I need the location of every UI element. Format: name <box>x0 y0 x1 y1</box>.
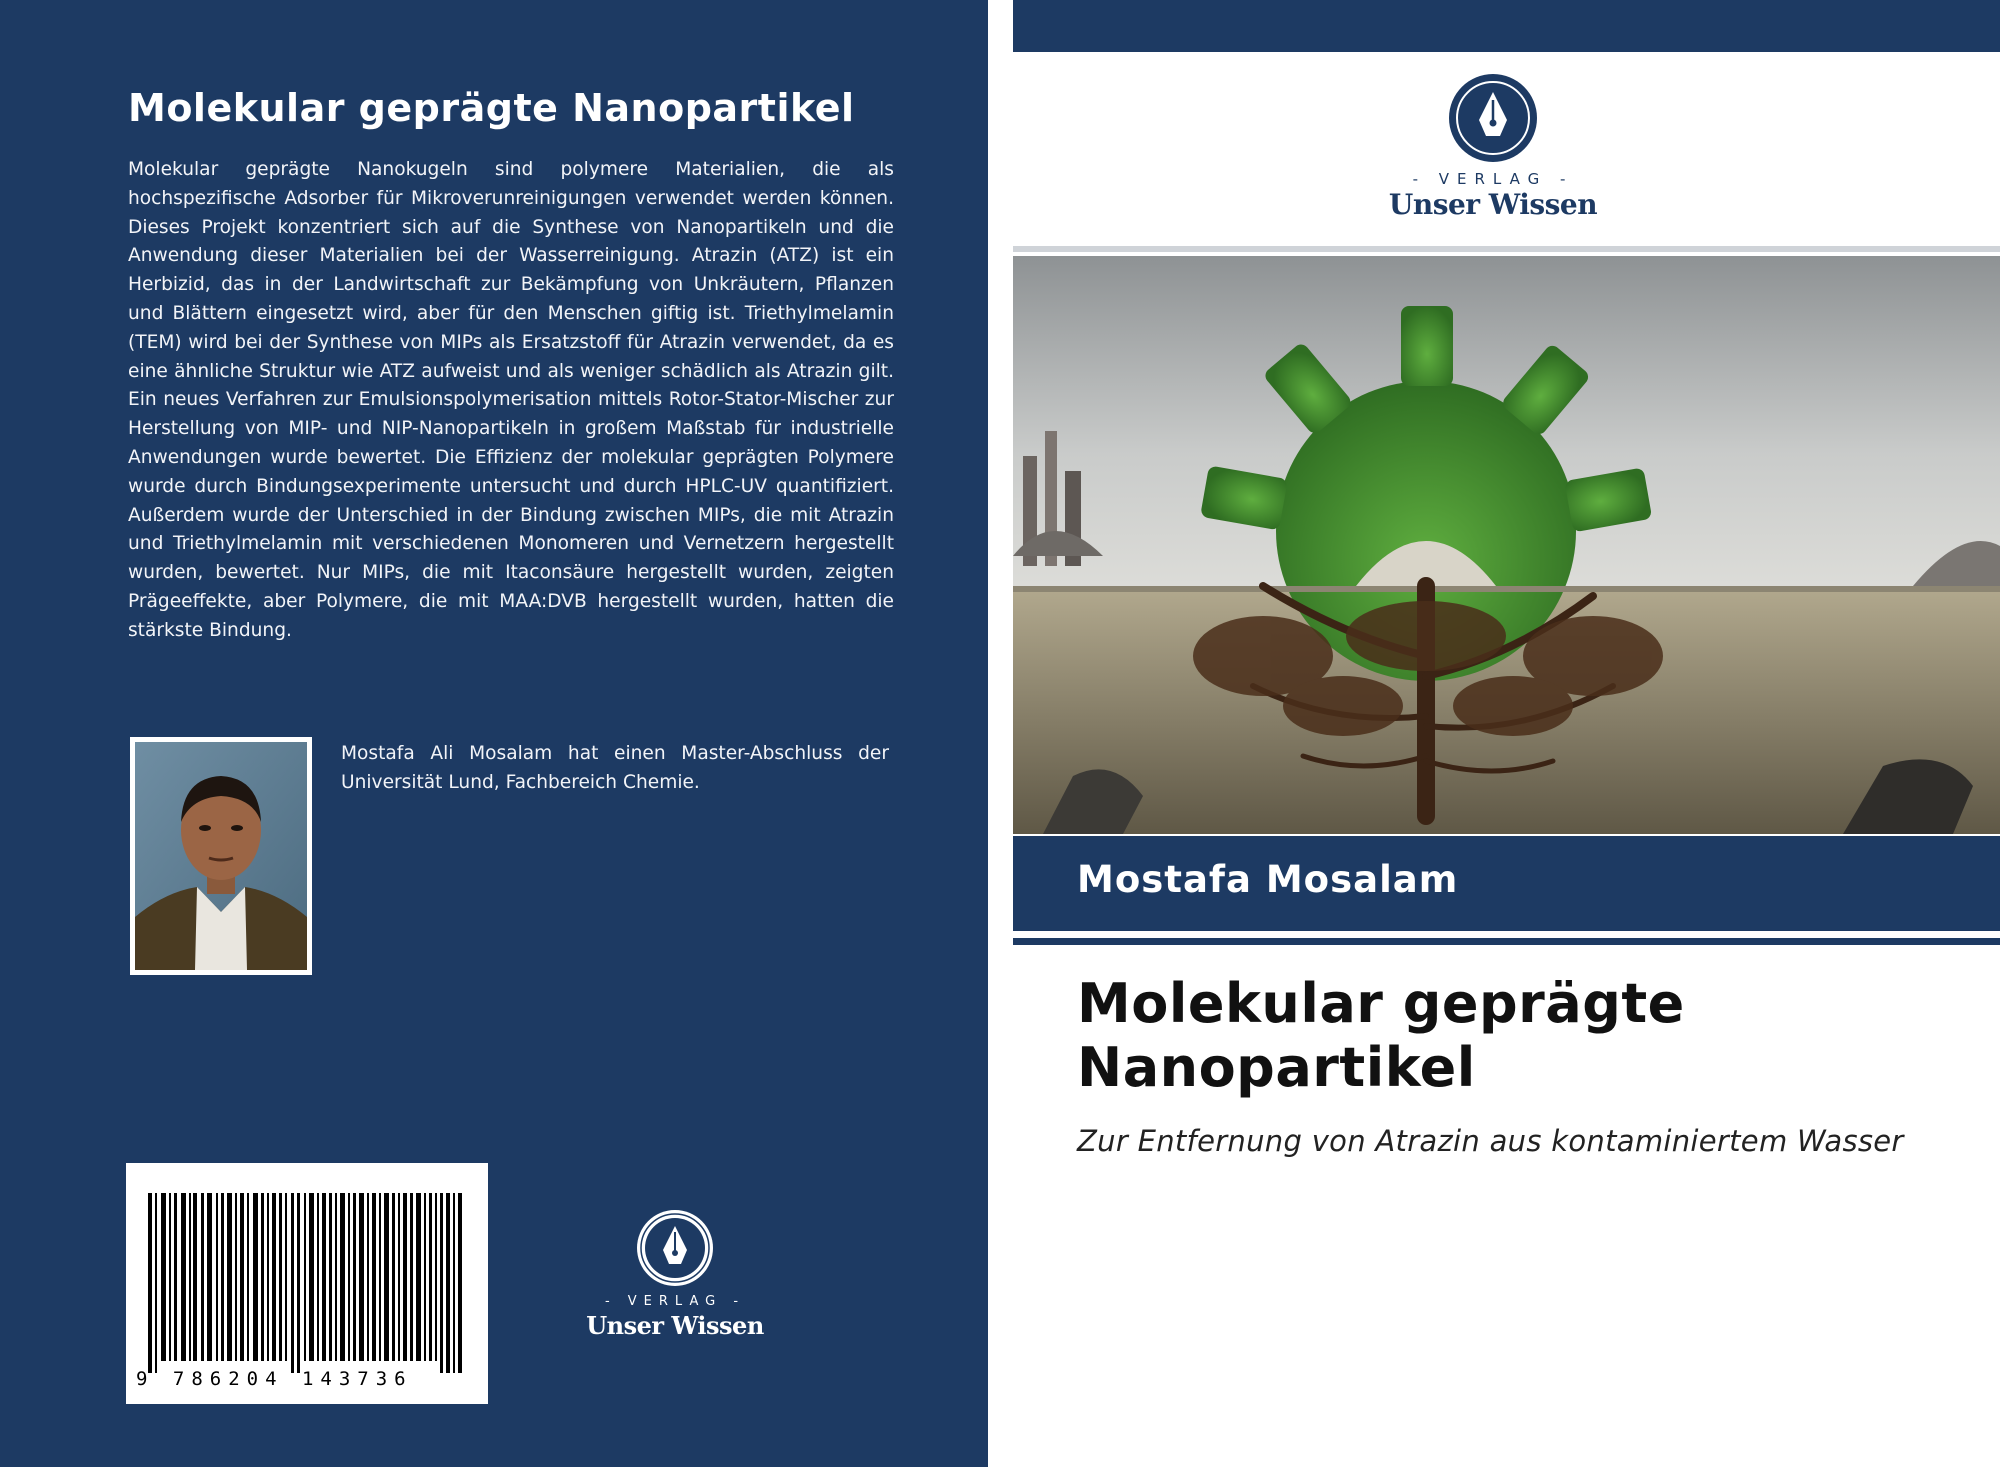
front-divider-top <box>1013 246 2000 252</box>
back-cover <box>0 0 988 1467</box>
front-brand-name: Unser Wissen <box>1388 188 1598 221</box>
front-publisher-logo <box>1383 72 1603 222</box>
back-verlag-label: - VERLAG - <box>604 1294 746 1309</box>
isbn-number: 9 786204 143736 <box>136 1368 413 1390</box>
back-publisher-logo <box>580 1208 770 1348</box>
front-verlag-label: - VERLAG - <box>1412 170 1574 188</box>
author-bio: Mostafa Ali Mosalam hat einen Master-Abschluss der Universität Lund, Fachbereich Chemie. <box>341 743 889 793</box>
front-author-name: Mostafa Mosalam <box>1077 858 1459 901</box>
back-cover-blurb: Molekular geprägte Nanokugeln sind polymere Materialien, die als hochspezifische Adsorber für Mikroverunreinigungen verwendet werden können. Dieses Projekt konzentriert sich auf die Synthese von Nanopartikeln und die Anwendung dieser Materialien bei der Wasserreinigung. Atrazin (ATZ) ist ein Herbizid, das in der Landwirtschaft zur Bekämpfung von Unkräutern, Pflanzen und Blättern eingesetzt wird, aber für den Menschen giftig ist. Triethylmelamin (TEM) wird bei der Synthese von MIPs als Ersatzstoff für Atrazin verwendet, da es eine ähnliche Struktur wie ATZ aufweist und als weniger schädlich als Atrazin gilt. Ein neues Verfahren zur Emulsionspolymerisation mittels Rotor-Stator-Mischer zur Herstellung von MIP- und NIP-Nanopartikeln in großem Maßstab für industrielle Anwendungen wurde bewertet. Die Effizienz der molekular geprägten Polymere wurde durch Bindungsexperimente untersucht und durch HPLC-UV quantifiziert. Außerdem wurde der Unterschied in der Bindung zwischen MIPs, die mit Atrazin und Triethylmelamin mit verschiedenen Monomeren und Vernetzern hergestellt wurden, bewertet. Nur MIPs, die mit Itaconsäure hergestellt wurden, zeigten Prägeeffekte, aber Polymere, die mit MAA:DVB hergestellt wurden, hatten die stärkste Bindung. <box>128 159 894 641</box>
author-portrait-image <box>135 742 307 970</box>
fountain-pen-nib-icon <box>635 1208 715 1288</box>
front-cover <box>988 0 2000 1467</box>
green-gear-tree-image <box>1013 256 2000 834</box>
fountain-pen-nib-icon <box>1447 72 1539 164</box>
front-top-bar <box>1013 0 2000 52</box>
author-photo <box>130 737 312 975</box>
front-cover-subtitle: Zur Entfernung von Atrazin aus kontaminiertem Wasser <box>1077 1124 1904 1158</box>
isbn-barcode <box>126 1163 488 1404</box>
back-cover-title: Molekular geprägte Nanopartikel <box>128 86 855 130</box>
cover-illustration <box>1013 256 2000 834</box>
front-divider-bottom <box>1013 938 2000 945</box>
front-cover-title: Molekular geprägte Nanopartikel <box>1077 972 1685 1099</box>
back-brand-name: Unser Wissen <box>586 1311 764 1340</box>
